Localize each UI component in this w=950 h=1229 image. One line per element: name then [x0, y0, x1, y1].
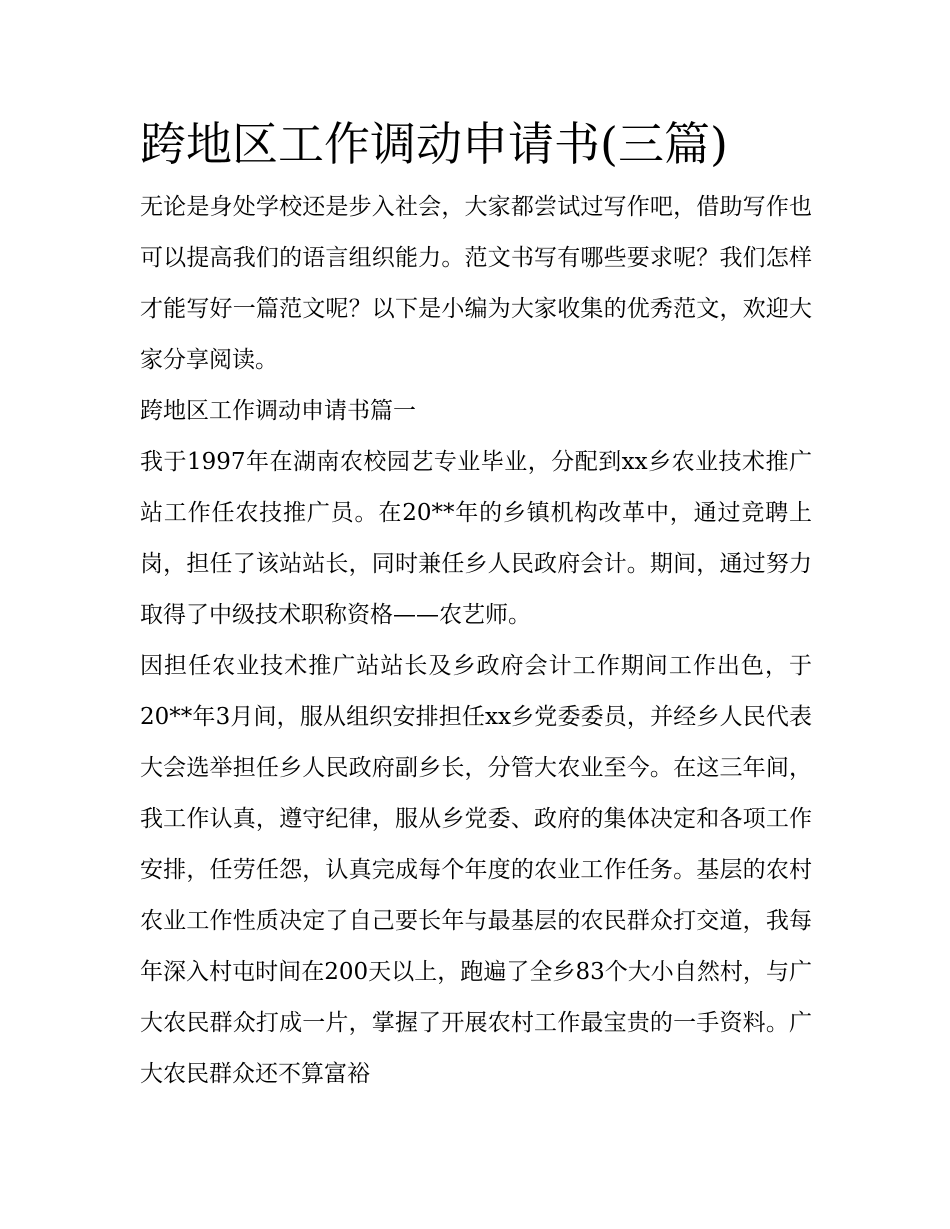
document-page: [140, 112, 812, 1100]
intro-paragraph: 无论是身处学校还是步入社会，大家都尝试过写作吧，借助写作也可以提高我们的语言组织能力。范文书写有哪些要求呢？我们怎样才能写好一篇范文呢？以下是小编为大家收集的优秀范文，欢迎大家分享阅读。: [140, 194, 812, 373]
section-heading: 跨地区工作调动申请书篇一: [140, 398, 416, 424]
body-paragraph-2: 因担任农业技术推广站站长及乡政府会计工作期间工作出色，于20**年3月间，服从组织安排担任xx乡党委委员，并经乡人民代表大会选举担任乡人民政府副乡长，分管大农业至今。在这三年间，我工作认真，遵守纪律，服从乡党委、政府的集体决定和各项工作安排，任劳任怨，认真完成每个年度的农业工作任务。基层的农村农业工作性质决定了自己要长年与最基层的农民群众打交道，我每年深入村屯时间在200天以上，跑遍了全乡83个大小自然村，与广大农民群众打成一片，掌握了开展农村工作最宝贵的一手资料。广大农民群众还不算富裕: [140, 653, 812, 1087]
body-paragraph-1: 我于1997年在湖南农校园艺专业毕业，分配到xx乡农业技术推广站工作任农技推广员。在20**年的乡镇机构改革中，通过竞聘上岗，担任了该站站长，同时兼任乡人民政府会计。期间，通过努力取得了中级技术职称资格——农艺师。: [140, 449, 812, 628]
document-title: 跨地区工作调动申请书(三篇): [140, 117, 728, 171]
